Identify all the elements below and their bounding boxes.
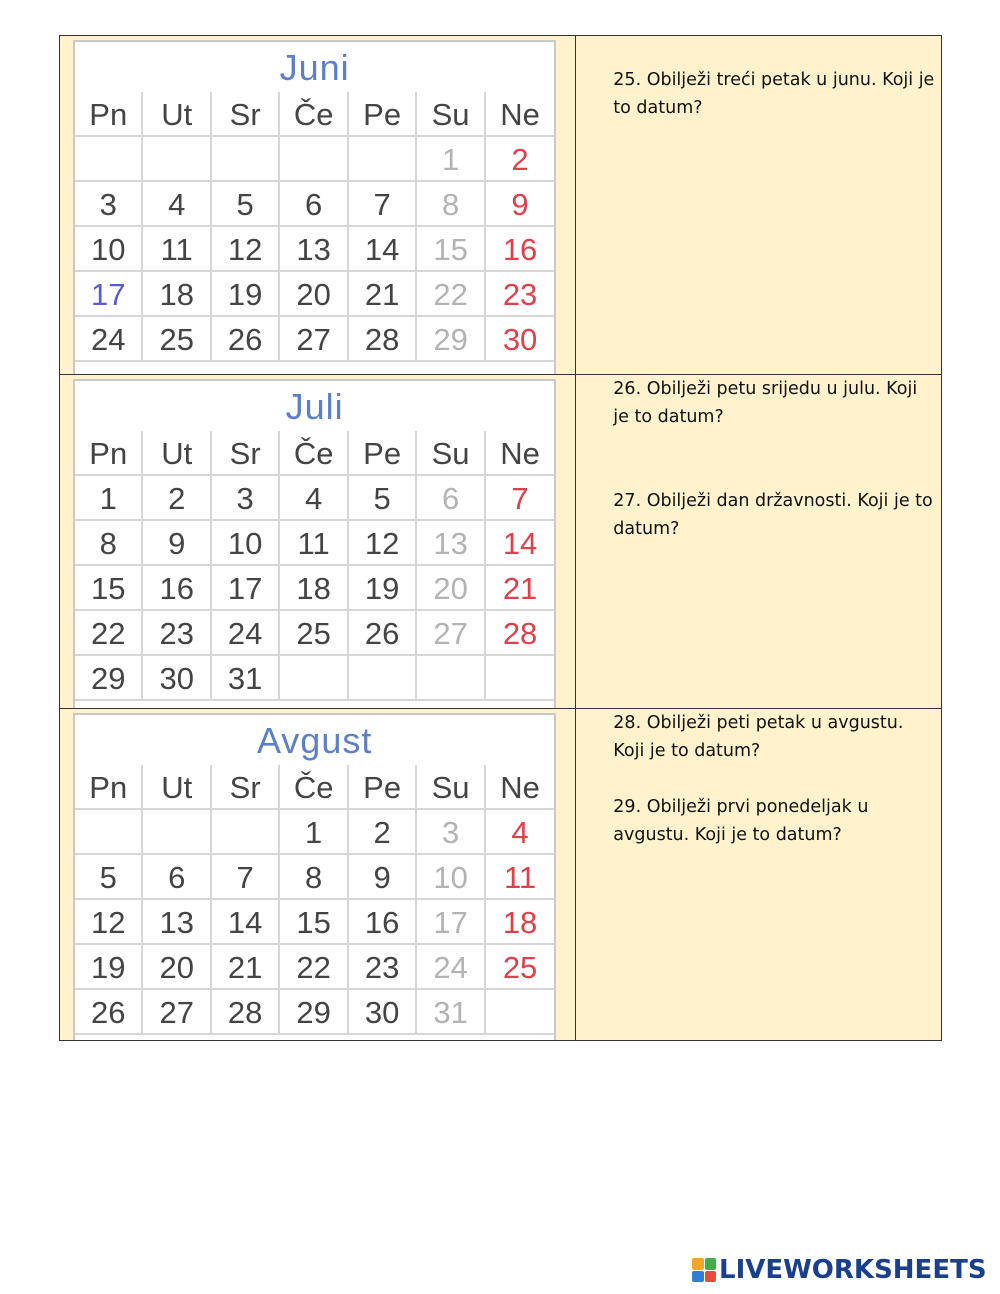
day-cell[interactable] [212,137,280,182]
day-cell[interactable]: 5 [212,182,280,227]
day-cell[interactable]: 17 [75,272,143,317]
day-cell[interactable]: 13 [417,521,485,566]
question-cell-25 [576,36,942,375]
day-cell[interactable]: 23 [486,272,554,317]
day-cell[interactable]: 30 [486,317,554,362]
question-cell-26-27 [576,375,942,709]
day-cell[interactable]: 17 [212,566,280,611]
logo-square [705,1271,717,1283]
day-cell[interactable]: 10 [212,521,280,566]
day-cell[interactable]: 11 [486,855,554,900]
day-cell[interactable]: 6 [280,182,348,227]
weekday-header: Su [417,765,485,810]
day-cell[interactable]: 4 [143,182,211,227]
day-cell[interactable]: 27 [280,317,348,362]
weekday-header: Če [280,765,348,810]
day-cell[interactable]: 20 [143,945,211,990]
day-cell[interactable]: 2 [349,810,417,855]
weekday-header: Pn [75,431,143,476]
day-cell[interactable] [143,137,211,182]
day-cell[interactable]: 24 [75,317,143,362]
day-cell[interactable]: 25 [143,317,211,362]
day-cell[interactable]: 3 [417,810,485,855]
calendar-july [73,379,556,708]
calendar-cell-june [60,36,576,375]
calendar-grid [75,431,554,701]
day-cell[interactable]: 19 [212,272,280,317]
day-cell[interactable]: 24 [417,945,485,990]
day-cell[interactable]: 21 [349,272,417,317]
day-cell[interactable] [212,810,280,855]
calendar-title: Juni [279,47,350,88]
day-cell[interactable]: 18 [143,272,211,317]
day-cell[interactable]: 3 [75,182,143,227]
question-29: 29. Obilježi prvi ponedeljak u avgustu. Koji je to datum? [613,797,869,845]
day-cell[interactable]: 27 [143,990,211,1035]
day-cell[interactable]: 20 [280,272,348,317]
day-cell[interactable] [349,137,417,182]
day-cell[interactable]: 11 [143,227,211,272]
day-cell[interactable]: 28 [349,317,417,362]
day-cell[interactable]: 5 [349,476,417,521]
day-cell[interactable] [75,810,143,855]
day-cell[interactable]: 24 [212,611,280,656]
calendar-title: Avgust [256,720,373,761]
weekday-header: Če [280,92,348,137]
day-cell[interactable] [486,656,554,701]
day-cell[interactable]: 3 [212,476,280,521]
day-cell[interactable] [417,656,485,701]
day-cell[interactable]: 28 [212,990,280,1035]
day-cell[interactable]: 10 [75,227,143,272]
day-cell[interactable]: 22 [75,611,143,656]
day-cell[interactable]: 22 [417,272,485,317]
day-cell[interactable]: 1 [280,810,348,855]
day-cell[interactable]: 7 [349,182,417,227]
day-cell[interactable] [280,656,348,701]
day-cell[interactable]: 30 [349,990,417,1035]
weekday-header: Ne [486,92,554,137]
liveworksheets-logo-icon [692,1258,716,1282]
day-cell[interactable]: 17 [417,900,485,945]
calendar-cell-august [60,709,576,1041]
question-cell-28-29 [576,709,942,1041]
day-cell[interactable]: 8 [75,521,143,566]
day-cell[interactable]: 19 [75,945,143,990]
day-cell[interactable]: 16 [349,900,417,945]
day-cell[interactable]: 23 [349,945,417,990]
day-cell[interactable]: 29 [417,317,485,362]
calendar-title: Juli [285,386,344,427]
day-cell[interactable]: 16 [486,227,554,272]
question-28: 28. Obilježi peti petak u avgustu. Koji je to datum? [613,713,904,761]
calendar-august [73,713,556,1040]
day-cell[interactable]: 13 [280,227,348,272]
logo-square [692,1258,704,1270]
day-cell[interactable]: 14 [212,900,280,945]
logo-square [705,1258,717,1270]
day-cell[interactable] [486,990,554,1035]
day-cell[interactable]: 18 [486,900,554,945]
day-cell[interactable]: 7 [212,855,280,900]
weekday-header: Su [417,431,485,476]
day-cell[interactable]: 9 [486,182,554,227]
question-26: 26. Obilježi petu srijedu u julu. Koji je to datum? [613,379,918,427]
day-cell[interactable]: 26 [212,317,280,362]
weekday-header: Pn [75,765,143,810]
day-cell[interactable]: 1 [75,476,143,521]
day-cell[interactable]: 26 [75,990,143,1035]
weekday-header: Sr [212,765,280,810]
day-cell[interactable]: 12 [75,900,143,945]
day-cell[interactable]: 4 [280,476,348,521]
day-cell[interactable]: 12 [212,227,280,272]
day-cell[interactable]: 21 [486,566,554,611]
day-cell[interactable]: 2 [486,137,554,182]
day-cell[interactable]: 19 [349,566,417,611]
day-cell[interactable]: 5 [75,855,143,900]
day-cell[interactable]: 31 [212,656,280,701]
day-cell[interactable]: 13 [143,900,211,945]
day-cell[interactable] [143,810,211,855]
logo-square [692,1271,704,1283]
day-cell[interactable]: 9 [349,855,417,900]
day-cell[interactable]: 15 [417,227,485,272]
brand-text: LIVEWORKSHEETS [719,1255,987,1285]
day-cell[interactable]: 25 [280,611,348,656]
day-cell[interactable]: 9 [143,521,211,566]
day-cell[interactable]: 2 [143,476,211,521]
day-cell[interactable] [349,656,417,701]
weekday-header: Pe [349,431,417,476]
day-cell[interactable]: 4 [486,810,554,855]
day-cell[interactable]: 18 [280,566,348,611]
weekday-header: Ne [486,765,554,810]
day-cell[interactable]: 6 [143,855,211,900]
weekday-header: Ut [143,765,211,810]
day-cell[interactable]: 6 [417,476,485,521]
question-27: 27. Obilježi dan državnosti. Koji je to datum? [613,491,933,539]
day-cell[interactable]: 30 [143,656,211,701]
weekday-header: Su [417,92,485,137]
calendar-cell-july [60,375,576,709]
weekday-header: Ut [143,92,211,137]
day-cell[interactable]: 10 [417,855,485,900]
day-cell[interactable]: 29 [75,656,143,701]
day-cell[interactable]: 20 [417,566,485,611]
day-cell[interactable]: 12 [349,521,417,566]
weekday-header: Ut [143,431,211,476]
day-cell[interactable]: 15 [75,566,143,611]
weekday-header: Sr [212,92,280,137]
worksheet-table [59,35,942,1041]
day-cell[interactable]: 8 [280,855,348,900]
weekday-header: Pe [349,765,417,810]
liveworksheets-brand[interactable] [692,1255,987,1285]
day-cell[interactable]: 23 [143,611,211,656]
day-cell[interactable]: 14 [486,521,554,566]
calendar-june [73,40,556,374]
calendar-grid [75,92,554,362]
weekday-header: Pe [349,92,417,137]
day-cell[interactable]: 1 [417,137,485,182]
day-cell[interactable]: 27 [417,611,485,656]
day-cell[interactable]: 31 [417,990,485,1035]
day-cell[interactable]: 7 [486,476,554,521]
day-cell[interactable]: 29 [280,990,348,1035]
weekday-header: Sr [212,431,280,476]
day-cell[interactable]: 11 [280,521,348,566]
day-cell[interactable]: 14 [349,227,417,272]
day-cell[interactable]: 25 [486,945,554,990]
weekday-header: Pn [75,92,143,137]
day-cell[interactable]: 16 [143,566,211,611]
day-cell[interactable]: 26 [349,611,417,656]
day-cell[interactable]: 22 [280,945,348,990]
question-25: 25. Obilježi treći petak u junu. Koji je to datum? [613,70,935,118]
day-cell[interactable]: 15 [280,900,348,945]
day-cell[interactable]: 28 [486,611,554,656]
weekday-header: Ne [486,431,554,476]
day-cell[interactable]: 8 [417,182,485,227]
day-cell[interactable] [280,137,348,182]
day-cell[interactable] [75,137,143,182]
weekday-header: Če [280,431,348,476]
day-cell[interactable]: 21 [212,945,280,990]
calendar-grid [75,765,554,1035]
